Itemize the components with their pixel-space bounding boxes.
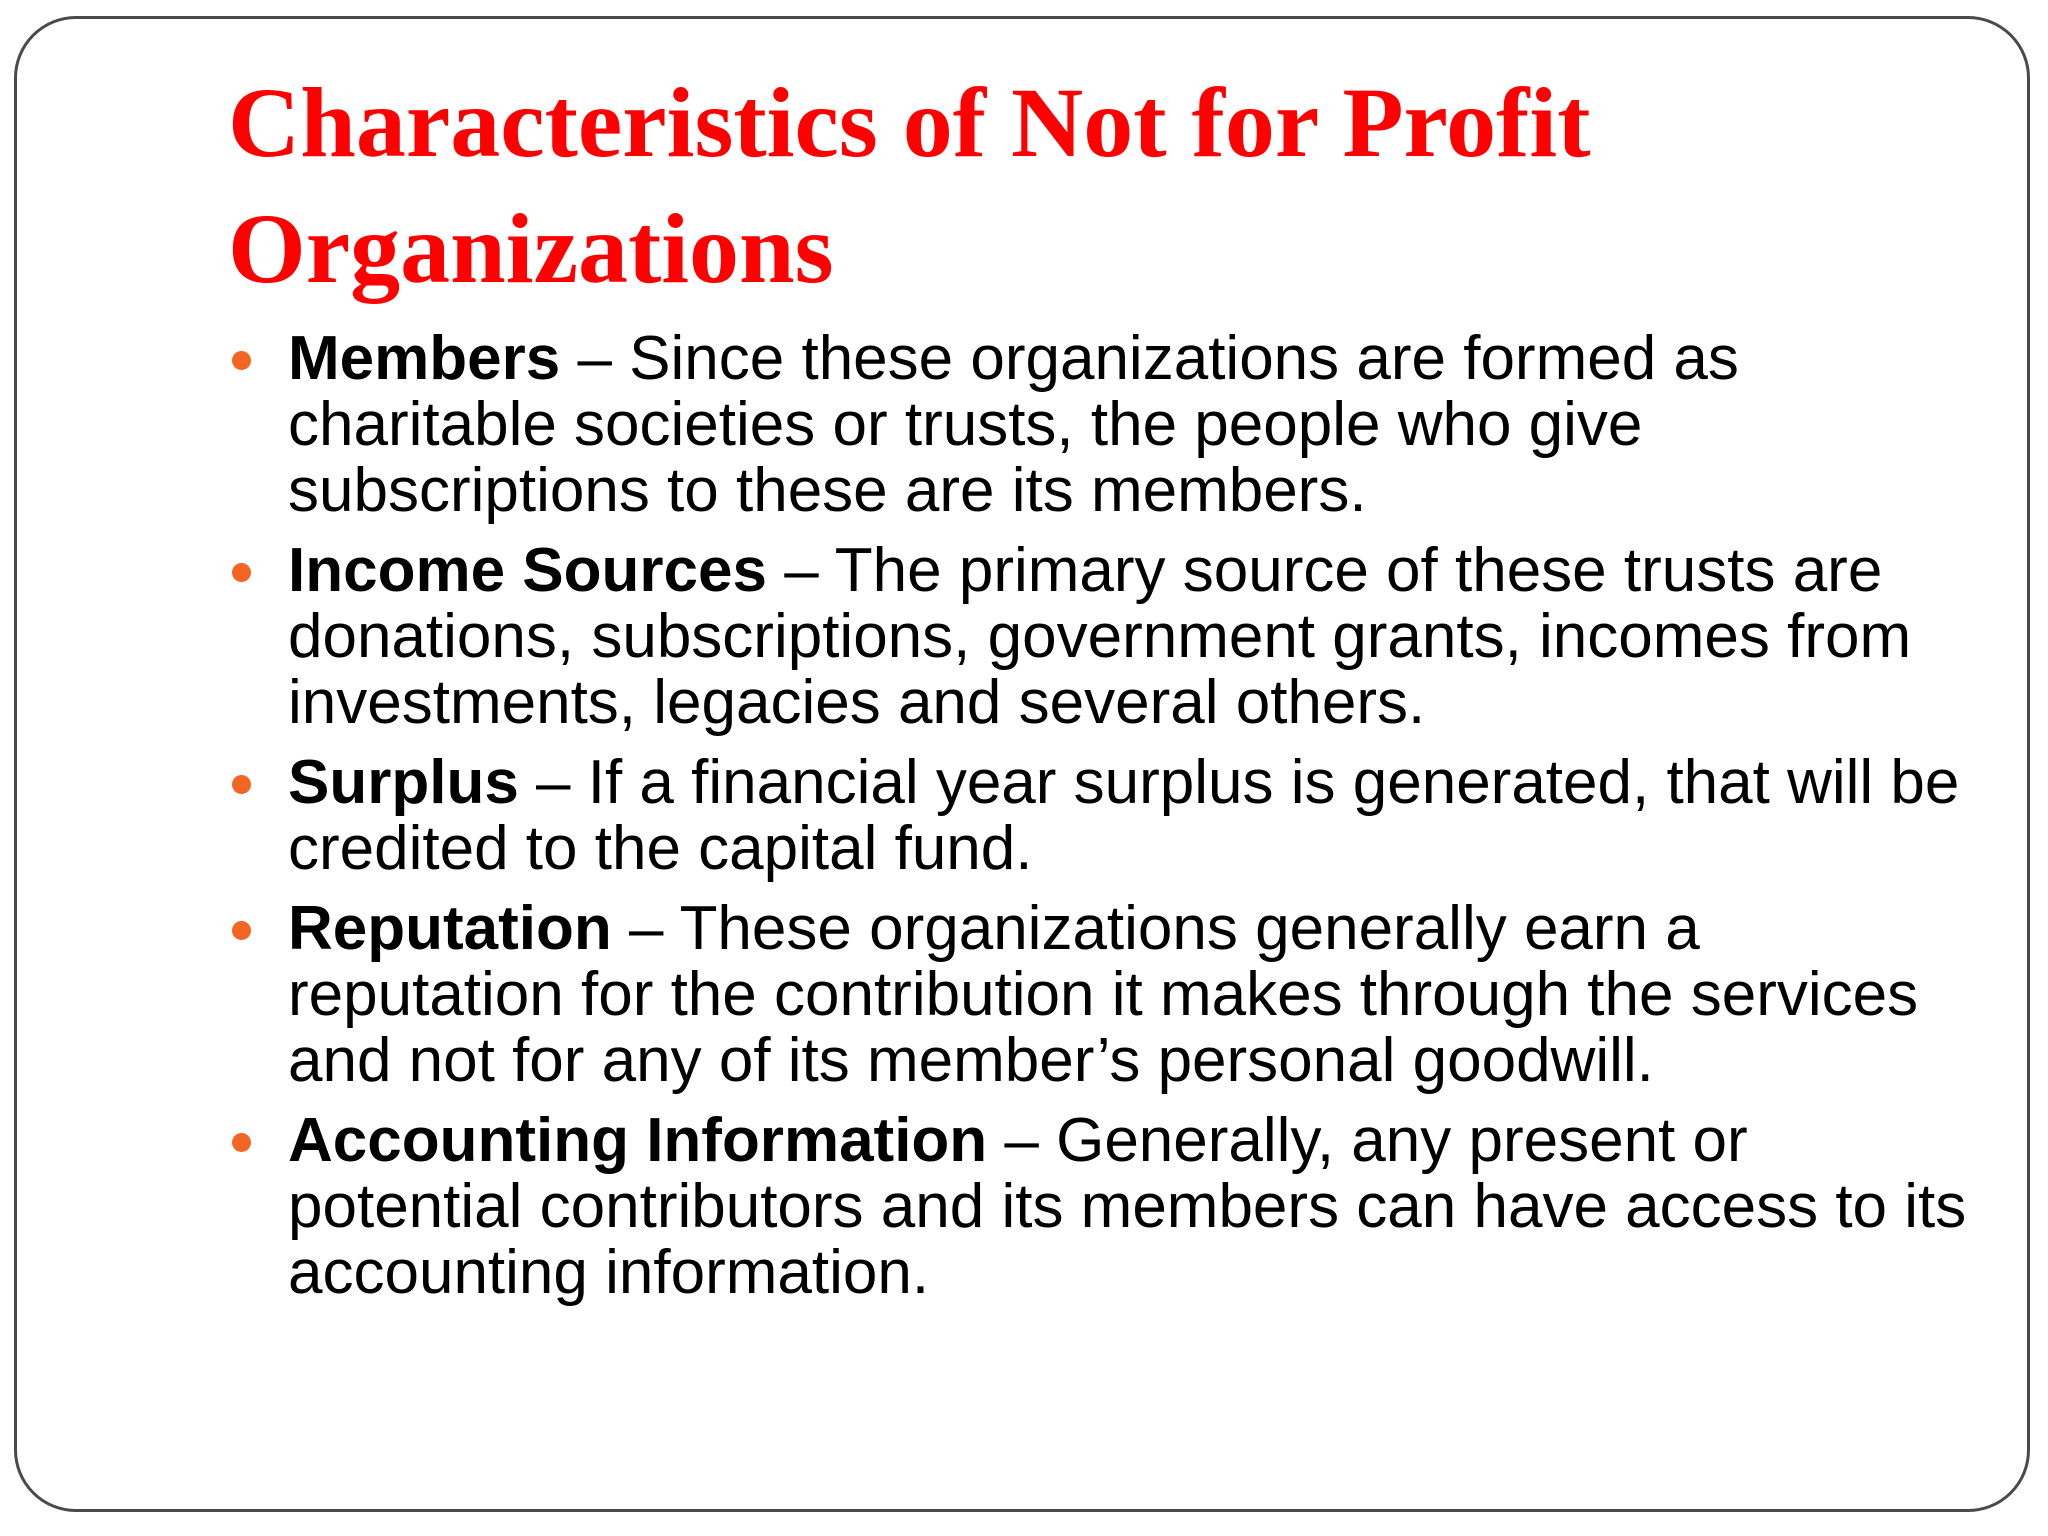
list-item-accounting-information xyxy=(288,1108,1978,1306)
list-item-surplus xyxy=(288,750,1978,882)
bullet-term: Reputation xyxy=(288,894,612,963)
bullet-term: Accounting Information xyxy=(288,1106,988,1175)
list-item-income-sources xyxy=(288,538,1978,736)
bullet-dot-icon xyxy=(232,1133,251,1152)
bullet-text: – The primary source of these trusts are donations, subscriptions, government grants, incomes from investments, legacies and several others. xyxy=(288,536,1912,737)
list-item-reputation xyxy=(288,896,1978,1094)
bullet-term: Members xyxy=(288,324,561,393)
bullet-term: Income Sources xyxy=(288,536,767,605)
bullet-dot-icon xyxy=(232,563,251,582)
bullet-text: – Since these organizations are formed as charitable societies or trusts, the people who give subscriptions to these are its members. xyxy=(288,324,1739,525)
bullet-dot-icon xyxy=(232,921,251,940)
slide-title: Characteristics of Not for Profit Organizations xyxy=(228,67,1591,304)
bullet-term: Surplus xyxy=(288,748,519,817)
bullet-dot-icon xyxy=(232,351,251,370)
bullet-text: – Generally, any present or potential contributors and its members can have access to its accounting information. xyxy=(288,1106,1967,1307)
bullet-dot-icon xyxy=(232,775,251,794)
bullet-text: – These organizations generally earn a reputation for the contribution it makes through the services and not for any of its member’s personal goodwill. xyxy=(288,894,1919,1095)
bullet-list xyxy=(288,326,1978,1320)
bullet-text: – If a financial year surplus is generated, that will be credited to the capital fund. xyxy=(288,748,1960,883)
list-item-members xyxy=(288,326,1978,524)
